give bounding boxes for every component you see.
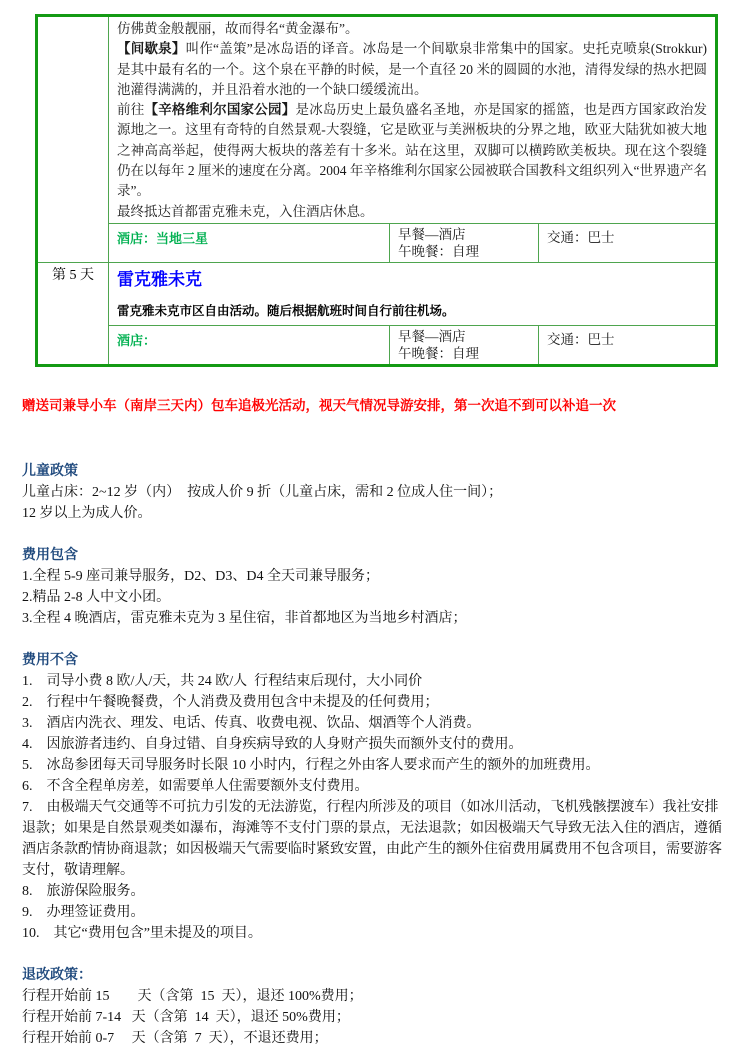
fees-included-item: 2.精品 2-8 人中文小团。 <box>22 589 171 605</box>
fees-excluded-item: 6. 不含全程单房差，如需要单人住需要额外支付费用。 <box>22 778 369 794</box>
day5-transport-cell: 交通：巴士 <box>539 325 717 365</box>
fees-excluded-title: 费用不含 <box>22 652 78 668</box>
fees-excluded-item: 2. 行程中午餐晚餐费，个人消费及费用包含中未提及的任何费用； <box>22 694 439 710</box>
thingvellir-highlight: 【辛格维利尔国家公园】 <box>144 102 296 118</box>
aurora-promo-notice: 赠送司兼导小车（南岸三天内）包车追极光活动，视天气情况导游安排，第一次追不到可以补追一次 <box>22 397 616 413</box>
day4-content-row <box>37 16 717 224</box>
day4-p3-pre-text: 前往 <box>117 102 145 118</box>
geysir-highlight: 【间歇泉】 <box>117 41 186 57</box>
day4-transport-cell: 交通：巴士 <box>539 223 717 262</box>
day4-meals-cell <box>390 223 539 262</box>
refund-policy-line: 行程开始前 0-7 天（含第 7 天），不退还费用； <box>22 1030 328 1046</box>
day5-label-cell: 第 5 天 <box>37 262 109 365</box>
day4-description-cell <box>109 16 717 224</box>
day4-paragraph <box>117 100 707 201</box>
fees-excluded-item: 10. 其它“费用包含”里未提及的项目。 <box>22 925 262 941</box>
fees-excluded-item: 8. 旅游保险服务。 <box>22 883 145 899</box>
day5-meta-row <box>37 325 717 365</box>
refund-policy-line: 行程开始前 15 天（含第 15 天），退还 100%费用； <box>22 988 363 1004</box>
day4-hotel-cell <box>109 223 390 262</box>
day4-p4-text: 最终抵达首都雷克雅未克，入住酒店休息。 <box>117 203 374 219</box>
day4-paragraph <box>117 39 707 100</box>
day5-city-title: 雷克雅未克 <box>117 269 202 289</box>
day4-meta-row <box>37 223 717 262</box>
itinerary-table <box>35 14 718 367</box>
day4-lunch-dinner-text: 午晚餐：自理 <box>398 243 479 259</box>
day5-lunch-dinner-text: 午晚餐：自理 <box>398 345 479 361</box>
day5-hotel-cell <box>109 325 390 365</box>
day5-description-text: 雷克雅未克市区自由活动。随后根据航班时间自行前往机场。 <box>117 303 455 318</box>
fees-included-title: 费用包含 <box>22 547 78 563</box>
fees-excluded-item: 4. 因旅游者违约、自身过错、自身疾病导致的人身财产损失而额外支付的费用。 <box>22 736 523 752</box>
fees-excluded-item: 5. 冰岛参团每天司导服务时长限 10 小时内，行程之外由客人要求而产生的额外的加班费用。 <box>22 757 600 773</box>
day4-p1-text: 仿佛黄金般靓丽，故而得名“黄金瀑布”。 <box>117 21 359 36</box>
day5-breakfast-text: 早餐—酒店 <box>398 328 466 344</box>
refund-policy-title: 退改政策： <box>22 967 92 983</box>
children-policy-line: 儿童占床：2~12 岁（内） 按成人价 9 折（儿童占床，需和 2 位成人住一间）； <box>22 484 503 500</box>
fees-included-item: 1.全程 5-9 座司兼导服务，D2、D3、D4 全天司兼导服务； <box>22 568 379 584</box>
section-fees-excluded <box>22 650 728 944</box>
section-children-policy <box>22 461 728 524</box>
day4-p3-text: 是冰岛历史上最负盛名圣地，亦是国家的摇篮，也是西方国家政治发源地之一。这里有奇特的自然景观-大裂缝，它是欧亚与美洲板块的分界之地，欧亚大陆犹如被大地之神高高举起，使得两大板块的落差有十多米。站在这里，双脚可以横跨欧美板块。现在这个裂缝仍在以每年 2 厘米的速度在分离。2004 年辛格维利尔国家公园被联合国教科文组织列入“世界遗产名录”。 <box>117 102 708 199</box>
section-refund-policy <box>22 965 728 1049</box>
children-policy-title: 儿童政策 <box>22 463 78 479</box>
fees-excluded-item: 9. 办理签证费用。 <box>22 904 145 920</box>
fees-excluded-item: 1. 司导小费 8 欧/人/天，共 24 欧/人 行程结束后现付，大小同价 <box>22 673 423 689</box>
fees-excluded-item: 3. 酒店内洗衣、理发、电话、传真、收费电视、饮品、烟酒等个人消费。 <box>22 715 481 731</box>
day4-label-cell <box>37 16 109 263</box>
section-fees-included <box>22 545 728 629</box>
day5-description-cell <box>109 262 717 325</box>
day4-p2-text: 叫作“盖策”是冰岛语的译音。冰岛是一个间歇泉非常集中的国家。史托克喷泉(Strokkur)是其中最有名的一个。这个泉在平静的时候，是一个直径 20 米的圆圆的水池，清得发绿的热水把圆池灌得满满的，并且沿着水池的一个缺口缓缓流出。 <box>117 41 708 97</box>
refund-policy-line: 行程开始前 7-14 天（含第 14 天），退还 50%费用； <box>22 1009 350 1025</box>
day5-hotel-label: 酒店： <box>117 332 157 348</box>
children-policy-line: 12 岁以上为成人价。 <box>22 505 152 521</box>
day5-meals-cell <box>390 325 539 365</box>
fees-excluded-item: 7. 由极端天气交通等不可抗力引发的无法游览，行程内所涉及的项目（如冰川活动，飞机残骸摆渡车）我社安排退款；如果是自然景观类如瀑布，海滩等不支付门票的景点，无法退款；如因极端天气导致无法入住的酒店，遵循酒店条款酌情协商退款；如因极端天气需要临时紧致安置，由此产生的额外住宿费用属费用不包含项目，需要游客支付，敬请理解。 <box>22 799 722 878</box>
fees-included-item: 3.全程 4 晚酒店，雷克雅未克为 3 星住宿，非首都地区为当地乡村酒店； <box>22 610 467 626</box>
day5-content-row <box>37 262 717 325</box>
day4-paragraph <box>117 202 707 222</box>
day4-paragraph <box>117 19 707 39</box>
day4-hotel-label: 酒店：当地三星 <box>117 230 209 246</box>
day4-breakfast-text: 早餐—酒店 <box>398 226 466 242</box>
